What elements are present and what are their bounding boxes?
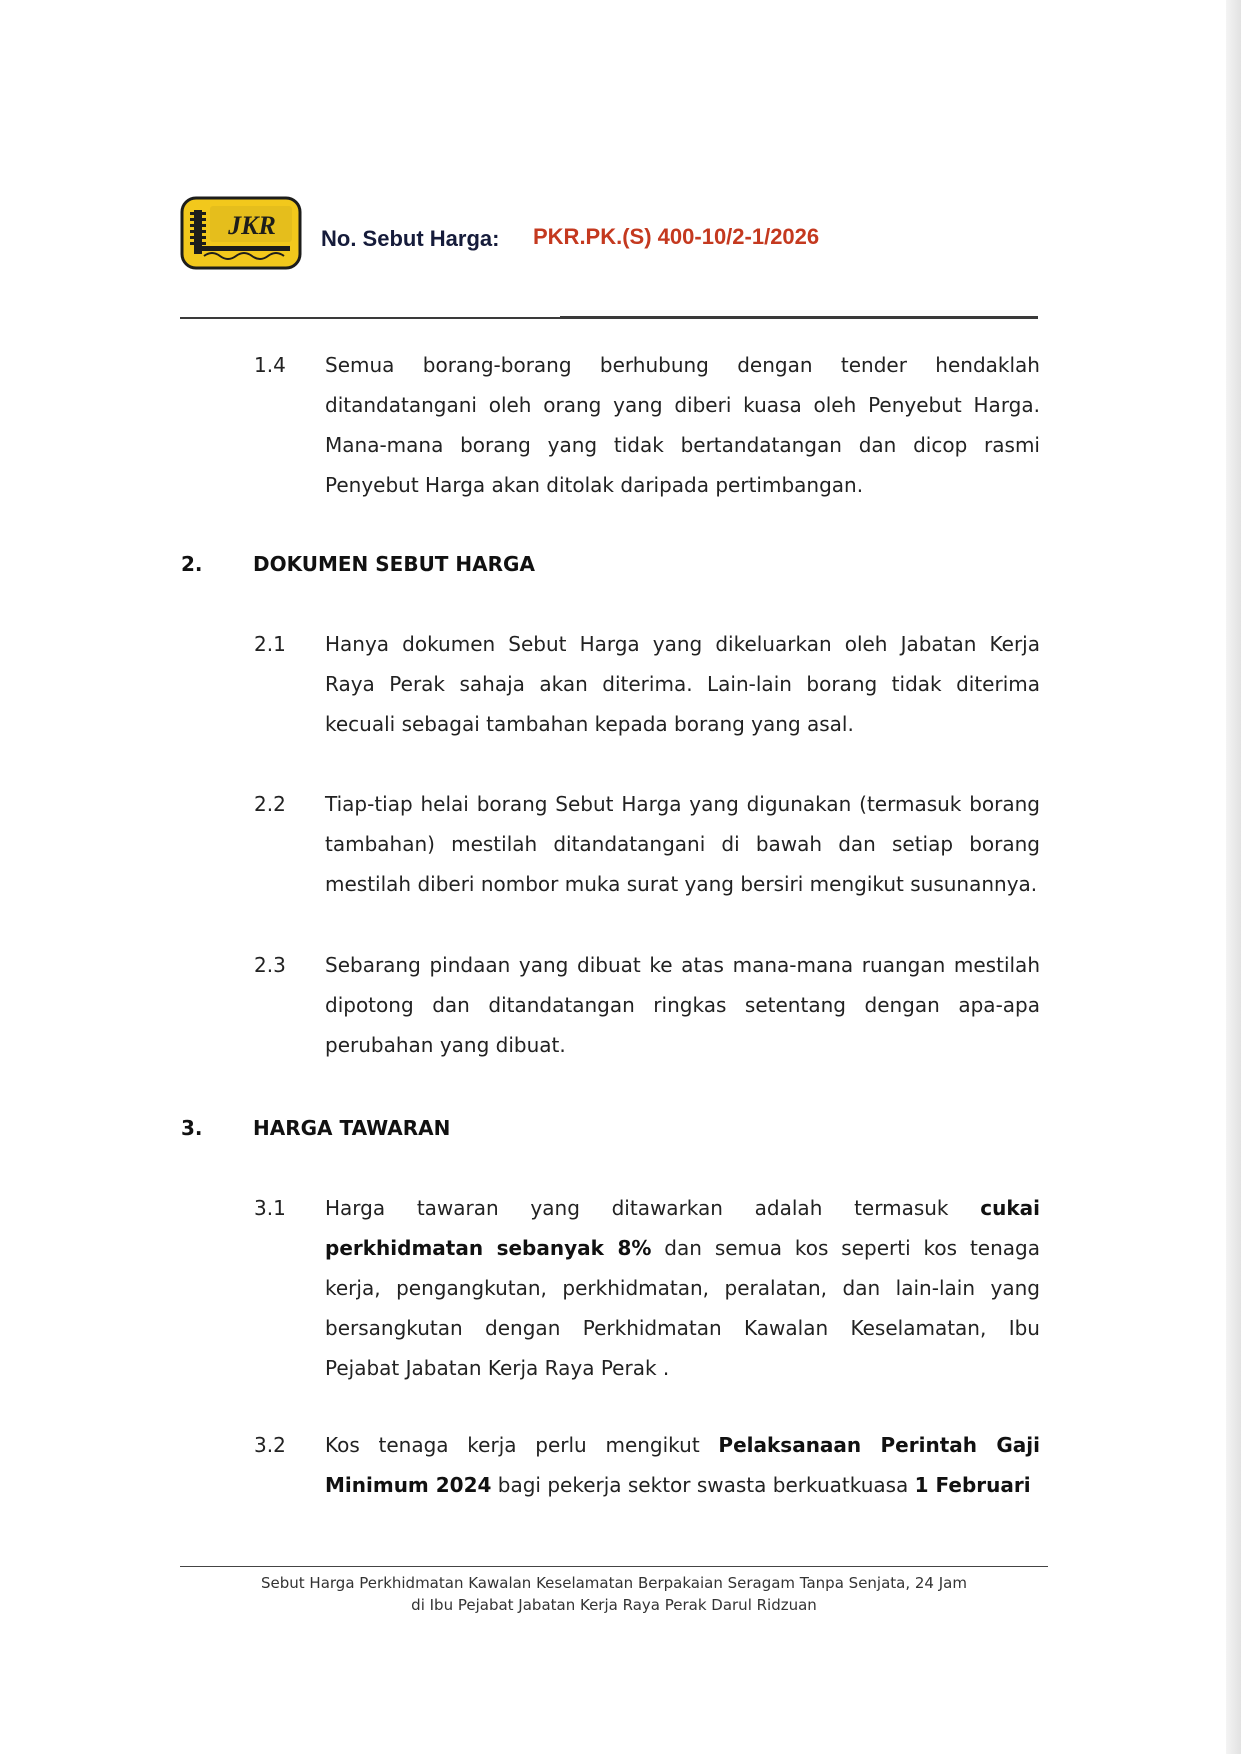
section-number: 3.: [181, 1116, 203, 1140]
clause-bold-text: 1 Februari: [914, 1473, 1031, 1497]
clause-number: 3.1: [254, 1196, 286, 1220]
clause-text: [325, 1188, 1040, 1388]
section-title: HARGA TAWARAN: [253, 1116, 451, 1140]
quote-number-label: No. Sebut Harga:: [321, 226, 500, 251]
clause-text: Semua borang-borang berhubung dengan tender hendaklah ditandatangani oleh orang yang diberi kuasa oleh Penyebut Harga. Mana-mana borang yang tidak bertandatangan dan dicop rasmi Penyebut Harga akan ditolak daripada pertimbangan.: [325, 353, 1040, 497]
clause-text-segment: Harga tawaran yang ditawarkan adalah termasuk: [325, 1196, 981, 1220]
document-footer: [180, 1572, 1048, 1616]
clause-number: 2.2: [254, 792, 286, 816]
quote-number: PKR.PK.(S) 400-10/2-1/2026: [533, 224, 820, 249]
clause-text: Tiap-tiap helai borang Sebut Harga yang digunakan (termasuk borang tambahan) mestilah ditandatangani di bawah dan setiap borang mestilah diberi nombor muka surat yang bersiri mengikut susunannya.: [325, 792, 1040, 896]
clause-text-segment: Kos tenaga kerja perlu mengikut: [325, 1433, 719, 1457]
header-divider: [180, 317, 1038, 319]
clause-text-segment: dan semua kos seperti kos tenaga kerja, pengangkutan, perkhidmatan, peralatan, dan lain-lain yang bersangkutan dengan Perkhidmatan Kawalan Keselamatan, Ibu Pejabat Jabatan Kerja Raya Perak .: [325, 1236, 1040, 1380]
page-edge-shadow: [1226, 0, 1241, 1754]
clause-bold-text: cukai perkhidmatan sebanyak 8%: [325, 1196, 1040, 1260]
logo-text: JKR: [228, 211, 276, 240]
jkr-logo: [180, 196, 302, 270]
footer-line: Sebut Harga Perkhidmatan Kawalan Keselamatan Berpakaian Seragam Tanpa Senjata, 24 Jam: [261, 1574, 967, 1592]
clause-bold-text: Pelaksanaan Perintah Gaji Minimum 2024: [325, 1433, 1040, 1497]
clause-text-segment: bagi pekerja sektor swasta berkuatkuasa: [491, 1473, 915, 1497]
footer-line: di Ibu Pejabat Jabatan Kerja Raya Perak Darul Ridzuan: [411, 1596, 817, 1614]
document-header: [180, 196, 1040, 278]
clause-number: 3.2: [254, 1433, 286, 1457]
clause-text: Sebarang pindaan yang dibuat ke atas mana-mana ruangan mestilah dipotong dan ditandatangan ringkas setentang dengan apa-apa perubahan yang dibuat.: [325, 953, 1040, 1057]
clause-number: 1.4: [254, 353, 286, 377]
section-title: DOKUMEN SEBUT HARGA: [253, 552, 535, 576]
clause-text: [325, 1425, 1040, 1505]
footer-divider: [180, 1566, 1048, 1567]
section-number: 2.: [181, 552, 203, 576]
clause-number: 2.1: [254, 632, 286, 656]
clause-text: Hanya dokumen Sebut Harga yang dikeluarkan oleh Jabatan Kerja Raya Perak sahaja akan diterima. Lain-lain borang tidak diterima kecuali sebagai tambahan kepada borang yang asal.: [325, 632, 1040, 736]
clause-number: 2.3: [254, 953, 286, 977]
